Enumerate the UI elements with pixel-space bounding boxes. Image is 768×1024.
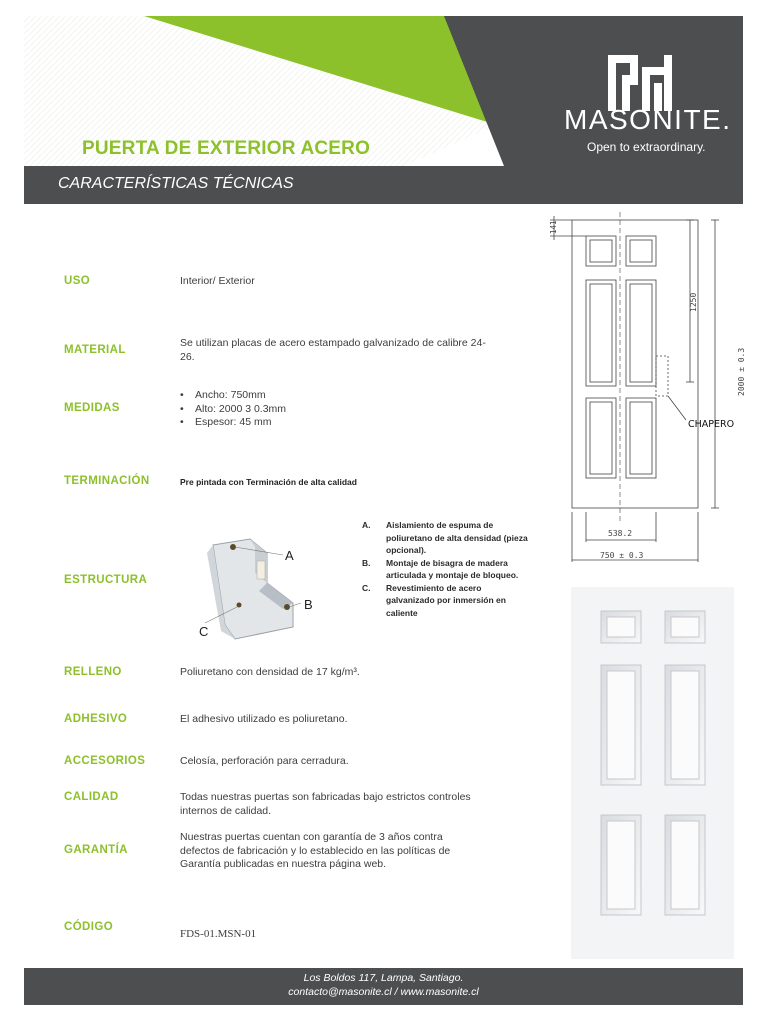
logo-wordmark: MASONITE. bbox=[564, 104, 732, 135]
section-bar bbox=[24, 166, 743, 204]
structure-item: A. Aislamiento de espuma de poliuretano de alta densidad (pieza opcional). bbox=[362, 520, 528, 555]
label-medidas: MEDIDAS bbox=[64, 402, 120, 414]
value-material-line1: Se utilizan placas de acero estampado galvanizado de calibre 24- bbox=[180, 337, 486, 349]
label-material: MATERIAL bbox=[64, 344, 126, 356]
medidas-list bbox=[180, 389, 286, 430]
label-estructura: ESTRUCTURA bbox=[64, 574, 148, 586]
value-uso: Interior/ Exterior bbox=[180, 275, 255, 287]
value-garantia-line2: defectos de fabricación y lo establecido en las políticas de bbox=[180, 844, 451, 857]
label-adhesivo: ADHESIVO bbox=[64, 713, 128, 725]
value-calidad-line2: internos de calidad. bbox=[180, 804, 272, 817]
medidas-item: • Alto: 2000 3 0.3mm bbox=[180, 403, 286, 417]
label-codigo: CÓDIGO bbox=[64, 921, 114, 933]
dim-inner: 538.2 bbox=[608, 529, 633, 538]
logo-tagline: Open to extraordinary. bbox=[587, 140, 706, 154]
value-garantia-line1: Nuestras puertas cuentan con garantía de 3 años contra bbox=[180, 831, 443, 843]
dim-top: 141 bbox=[549, 220, 558, 234]
label-terminacion: TERMINACIÓN bbox=[64, 475, 150, 487]
dim-mid: 1250 bbox=[689, 292, 698, 312]
footer-address: Los Boldos 117, Lampa, Santiago. bbox=[303, 972, 464, 984]
value-accesorios: Celosía, perforación para cerradura. bbox=[180, 755, 349, 767]
page-title: PUERTA DE EXTERIOR ACERO bbox=[82, 138, 371, 159]
technical-drawing bbox=[540, 212, 750, 577]
masonite-logo-icon bbox=[544, 28, 743, 158]
chapero-label: CHAPERO bbox=[688, 419, 735, 430]
value-garantia-line3: Garantía publicadas en nuestra página web. bbox=[180, 858, 387, 870]
value-calidad bbox=[180, 791, 471, 818]
footer-contact[interactable]: contacto@masonite.cl / www.masonite.cl bbox=[288, 985, 479, 998]
footer bbox=[24, 968, 743, 1005]
medidas-item: • Ancho: 750mm bbox=[180, 389, 286, 403]
header bbox=[24, 16, 743, 166]
section-title: CARACTERÍSTICAS TÉCNICAS bbox=[58, 175, 294, 192]
dim-width: 750 ± 0.3 bbox=[600, 551, 644, 560]
label-relleno: RELLENO bbox=[64, 666, 122, 678]
value-calidad-line1: Todas nuestras puertas son fabricadas bajo estrictos controles bbox=[180, 791, 471, 803]
value-adhesivo: El adhesivo utilizado es poliuretano. bbox=[180, 713, 348, 725]
label-calidad: CALIDAD bbox=[64, 791, 119, 803]
value-terminacion: Pre pintada con Terminación de alta calidad bbox=[180, 477, 357, 487]
value-material bbox=[180, 337, 486, 364]
dim-height: 2000 ± 0.3 bbox=[737, 347, 746, 396]
callout-a: A bbox=[285, 548, 294, 563]
value-relleno: Poliuretano con densidad de 17 kg/m³. bbox=[180, 666, 360, 678]
label-uso: USO bbox=[64, 275, 91, 287]
door-render-image bbox=[571, 587, 734, 959]
callout-b: B bbox=[304, 597, 313, 612]
structure-list bbox=[362, 519, 532, 619]
medidas-item: • Espesor: 45 mm bbox=[180, 416, 286, 430]
value-material-line2: 26. bbox=[180, 350, 195, 363]
callout-c: C bbox=[199, 624, 209, 639]
structure-item: C. Revestimiento de acero galvanizado por inmersión en caliente bbox=[362, 582, 506, 618]
label-accesorios: ACCESORIOS bbox=[64, 755, 146, 767]
value-codigo: FDS-01.MSN-01 bbox=[180, 928, 257, 940]
structure-item: B. Montaje de bisagra de madera articulada y montaje de bloqueo. bbox=[362, 557, 519, 580]
value-garantia bbox=[180, 831, 450, 872]
label-garantia: GARANTÍA bbox=[64, 844, 128, 856]
door-structure-illustration bbox=[195, 535, 330, 645]
